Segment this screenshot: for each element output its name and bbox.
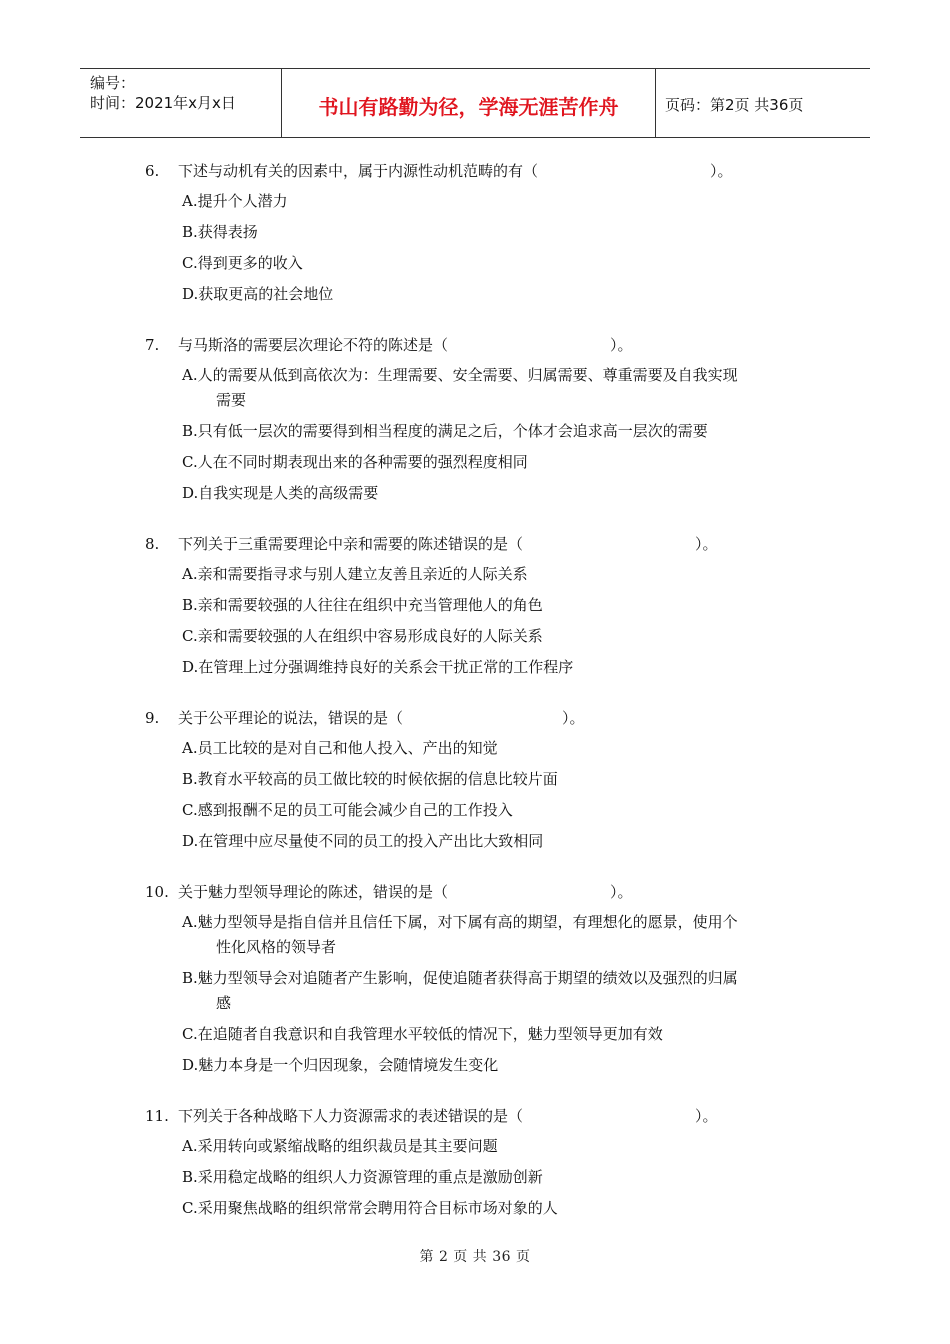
question-stem: 下列关于各种战略下人力资源需求的表述错误的是（	[178, 1107, 524, 1125]
option-a: A.亲和需要指寻求与别人建立友善且亲近的人际关系	[182, 565, 528, 583]
question-9	[145, 707, 825, 854]
option-d: D.在管理中应尽量使不同的员工的投入产出比大致相同	[182, 832, 544, 850]
option-c: C.得到更多的收入	[182, 254, 303, 272]
answer-bracket-close: ）。	[710, 162, 733, 180]
option-d: D.在管理上过分强调维持良好的关系会干扰正常的工作程序	[182, 658, 574, 676]
answer-bracket-close: ）。	[695, 1107, 718, 1125]
question-number: 9.	[145, 709, 160, 727]
question-7	[145, 334, 825, 506]
option-d: D.自我实现是人类的高级需要	[182, 484, 379, 502]
option-b: B.亲和需要较强的人往往在组织中充当管理他人的角色	[182, 596, 543, 614]
option-a	[182, 363, 812, 413]
answer-bracket-close: ）。	[562, 709, 585, 727]
option-c: C.在追随者自我意识和自我管理水平较低的情况下，魅力型领导更加有效	[182, 1025, 663, 1043]
option-c: C.感到报酬不足的员工可能会减少自己的工作投入	[182, 801, 513, 819]
question-stem: 关于公平理论的说法，错误的是（	[178, 709, 404, 727]
question-8	[145, 533, 825, 680]
option-d: D.魅力本身是一个归因现象，会随情境发生变化	[182, 1056, 499, 1074]
document-header	[80, 68, 870, 138]
code-label: 编号：	[90, 74, 136, 92]
option-b: B.教育水平较高的员工做比较的时候依据的信息比较片面	[182, 770, 558, 788]
question-number: 7.	[145, 336, 160, 354]
option-c: C.亲和需要较强的人在组织中容易形成良好的人际关系	[182, 627, 543, 645]
option-c: C.采用聚焦战略的组织常常会聘用符合目标市场对象的人	[182, 1199, 558, 1217]
option-b	[182, 966, 812, 1016]
option-a: A.采用转向或紧缩战略的组织裁员是其主要问题	[182, 1137, 498, 1155]
option-b-wrap: 感	[216, 994, 232, 1012]
option-c: C.人在不同时期表现出来的各种需要的强烈程度相同	[182, 453, 528, 471]
option-a: A.员工比较的是对自己和他人投入、产出的知觉	[182, 739, 498, 757]
page-footer: 第 2 页 共 36 页	[419, 1249, 531, 1265]
question-stem: 下列关于三重需要理论中亲和需要的陈述错误的是（	[178, 535, 524, 553]
option-a	[182, 910, 812, 960]
answer-bracket-close: ）。	[610, 883, 633, 901]
motto: 书山有路勤为径，学海无涯苦作舟	[318, 95, 619, 119]
option-a: A.提升个人潜力	[182, 192, 288, 210]
question-number: 8.	[145, 535, 160, 553]
question-6	[145, 160, 825, 307]
option-a-wrap: 需要	[216, 391, 247, 409]
question-number: 6.	[145, 162, 160, 180]
option-b: B.获得表扬	[182, 223, 258, 241]
answer-bracket-close: ）。	[610, 336, 633, 354]
option-d: D.获取更高的社会地位	[182, 285, 334, 303]
question-number: 10.	[145, 883, 169, 901]
question-stem: 与马斯洛的需要层次理论不符的陈述是（	[178, 336, 449, 354]
option-a-text: A.魅力型领导是指自信并且信任下属，对下属有高的期望，有理想化的愿景，使用个	[182, 913, 738, 931]
header-page-cell	[655, 69, 870, 137]
page-label: 页码：第2页 共36页	[665, 96, 804, 114]
date-label: 时间：2021年x月x日	[90, 94, 236, 112]
option-b-text: B.魅力型领导会对追随者产生影响，促使追随者获得高于期望的绩效以及强烈的归属	[182, 969, 738, 987]
question-stem: 下述与动机有关的因素中，属于内源性动机范畴的有（	[178, 162, 539, 180]
option-a-text: A.人的需要从低到高依次为：生理需要、安全需要、归属需要、尊重需要及自我实现	[182, 366, 738, 384]
question-stem: 关于魅力型领导理论的陈述，错误的是（	[178, 883, 449, 901]
option-b: B.采用稳定战略的组织人力资源管理的重点是激励创新	[182, 1168, 543, 1186]
header-motto-cell	[281, 69, 656, 137]
option-b: B.只有低一层次的需要得到相当程度的满足之后，个体才会追求高一层次的需要	[182, 422, 708, 440]
header-info-cell	[80, 69, 281, 137]
question-number: 11.	[145, 1107, 169, 1125]
question-10	[145, 881, 825, 1078]
question-11	[145, 1105, 825, 1221]
option-a-wrap: 性化风格的领导者	[216, 938, 337, 956]
answer-bracket-close: ）。	[695, 535, 718, 553]
